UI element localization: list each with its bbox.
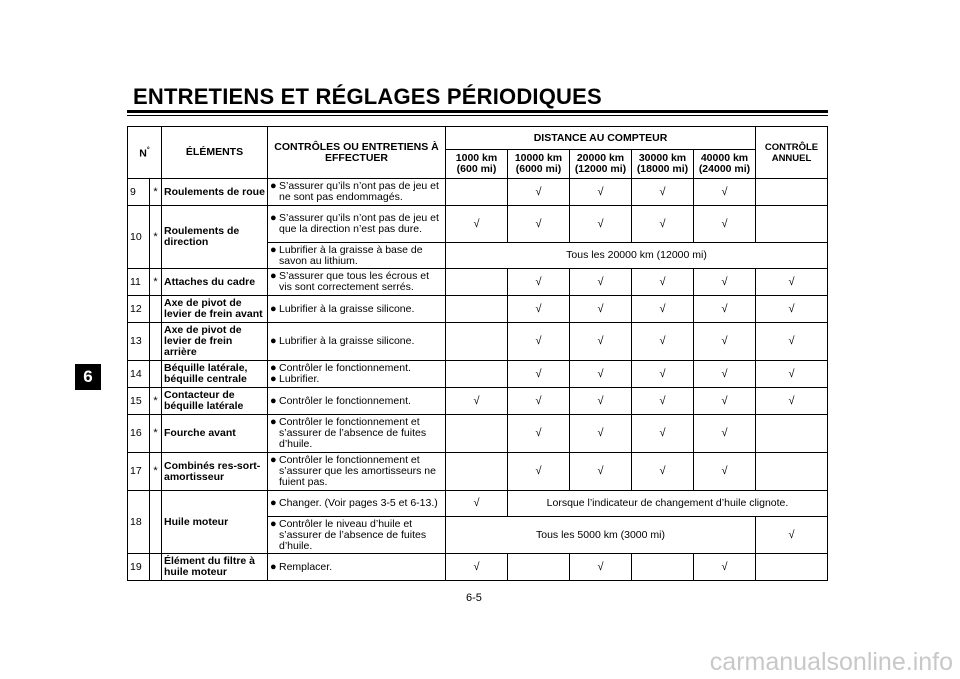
bullet-icon: ● [270, 212, 277, 224]
bullet-icon: ● [270, 180, 277, 192]
check-mark: √ [694, 554, 756, 581]
check-mark: √ [508, 453, 570, 491]
bullet-icon: ● [270, 362, 277, 374]
bullet-icon: ● [270, 560, 277, 573]
title-rule-thin [127, 115, 828, 116]
row-number: 13 [128, 323, 150, 361]
header-operations: CONTRÔLES OU ENTRETIENS À EFFECTUER [268, 127, 446, 179]
check-mark: √ [694, 415, 756, 453]
table-row [128, 554, 828, 581]
check-mark: √ [508, 179, 570, 206]
check-mark: √ [694, 296, 756, 323]
check-mark: √ [756, 388, 828, 415]
row-operation: ● Remplacer. [268, 554, 446, 581]
interval-note: Lorsque l’indicateur de changement d’huile clignote. [508, 491, 828, 517]
row-operation: ● S’assurer qu’ils n’ont pas de jeu et ne sont pas endommagés. [268, 179, 446, 206]
check-mark: √ [570, 415, 632, 453]
check-mark: √ [632, 323, 694, 361]
check-mark: √ [632, 269, 694, 296]
bullet-icon: ● [270, 454, 277, 466]
page-title: ENTRETIENS ET RÉGLAGES PÉRIODIQUES [133, 84, 602, 109]
table-row [128, 206, 828, 243]
table-row [128, 491, 828, 517]
check-mark: √ [694, 323, 756, 361]
check-mark: √ [756, 323, 828, 361]
row-number: 10 [128, 206, 150, 269]
check-mark: √ [570, 388, 632, 415]
table-row [128, 453, 828, 491]
header-row-1 [128, 127, 828, 150]
row-number: 19 [128, 554, 150, 581]
star-mark: * [150, 388, 162, 415]
check-mark: √ [570, 179, 632, 206]
check-mark: √ [508, 388, 570, 415]
check-mark: √ [446, 554, 508, 581]
row-element: Combinés res-sort-amortisseur [162, 453, 268, 491]
check-mark: √ [632, 388, 694, 415]
bullet-icon: ● [270, 270, 277, 282]
row-number: 17 [128, 453, 150, 491]
row-number: 15 [128, 388, 150, 415]
table-row [128, 269, 828, 296]
check-mark: √ [570, 323, 632, 361]
header-d2: 10000 km (6000 mi) [508, 150, 570, 179]
table-row [128, 388, 828, 415]
row-operation: ● Changer. (Voir pages 3-5 et 6-13.) [268, 491, 446, 517]
row-element: Axe de pivot de levier de frein arrière [162, 323, 268, 361]
check-mark: √ [694, 179, 756, 206]
check-mark: √ [694, 206, 756, 243]
check-mark: √ [632, 361, 694, 388]
header-distance: DISTANCE AU COMPTEUR [446, 127, 756, 150]
check-mark: √ [508, 415, 570, 453]
interval-note: Tous les 5000 km (3000 mi) [446, 517, 756, 554]
star-mark: * [150, 453, 162, 491]
maintenance-table [127, 126, 828, 581]
row-number: 11 [128, 269, 150, 296]
check-mark: √ [570, 206, 632, 243]
row-number: 9 [128, 179, 150, 206]
bullet-icon: ● [270, 335, 277, 347]
watermark: carmanualsonline.info [709, 648, 953, 676]
check-mark: √ [694, 361, 756, 388]
row-operation: ● Contrôler le fonctionnement. [268, 388, 446, 415]
check-mark: √ [632, 296, 694, 323]
row-operation: ● Contrôler le fonctionnement et s’assurer de l’absence de fuites d’huile. [268, 415, 446, 453]
row-operation: ● Contrôler le niveau d’huile et s’assurer de l’absence de fuites d’huile. [268, 517, 446, 554]
check-mark: √ [694, 269, 756, 296]
row-element: Attaches du cadre [162, 269, 268, 296]
row-element: Fourche avant [162, 415, 268, 453]
row-number: 16 [128, 415, 150, 453]
bullet-icon: ● [270, 302, 277, 315]
check-mark: √ [446, 206, 508, 243]
row-number: 18 [128, 491, 150, 554]
check-mark: √ [508, 206, 570, 243]
check-mark: √ [756, 517, 828, 554]
check-mark: √ [694, 388, 756, 415]
check-mark: √ [570, 361, 632, 388]
check-mark: √ [570, 296, 632, 323]
check-mark: √ [570, 269, 632, 296]
row-element: Roulements de direction [162, 206, 268, 269]
bullet-icon: ● [270, 517, 277, 530]
check-mark: √ [508, 361, 570, 388]
row-operation: ● Lubrifier à la graisse à base de savon au lithium. [268, 243, 446, 269]
check-mark: √ [756, 269, 828, 296]
row-operation: ● Contrôler le fonctionnement. ● Lubrifier. [268, 361, 446, 388]
table-row [128, 361, 828, 388]
check-mark: √ [632, 206, 694, 243]
row-operation: ● Contrôler le fonctionnement et s’assurer que les amortisseurs ne fuient pas. [268, 453, 446, 491]
star-mark: * [150, 269, 162, 296]
bullet-icon: ● [270, 497, 277, 509]
check-mark: √ [508, 269, 570, 296]
row-element: Roulements de roue [162, 179, 268, 206]
row-element: Contacteur de béquille latérale [162, 388, 268, 415]
table-row [128, 415, 828, 453]
check-mark: √ [570, 453, 632, 491]
check-mark: √ [508, 296, 570, 323]
bullet-icon: ● [270, 373, 277, 385]
check-mark: √ [756, 361, 828, 388]
check-mark: √ [446, 388, 508, 415]
row-element: Béquille latérale, béquille centrale [162, 361, 268, 388]
row-operation: ● Lubrifier à la graisse silicone. [268, 296, 446, 323]
check-mark: √ [632, 453, 694, 491]
header-d4: 30000 km (18000 mi) [632, 150, 694, 179]
check-mark: √ [508, 323, 570, 361]
star-mark: * [150, 179, 162, 206]
bullet-icon: ● [270, 394, 277, 407]
row-number: 14 [128, 361, 150, 388]
table-row [128, 296, 828, 323]
row-element: Huile moteur [162, 491, 268, 554]
page-number: 6-5 [466, 592, 482, 604]
row-element: Axe de pivot de levier de frein avant [162, 296, 268, 323]
header-d5: 40000 km (24000 mi) [694, 150, 756, 179]
star-mark: * [150, 206, 162, 269]
check-mark: √ [446, 491, 508, 517]
row-operation: ● S’assurer qu’ils n’ont pas de jeu et que la direction n’est pas dure. [268, 206, 446, 243]
row-number: 12 [128, 296, 150, 323]
row-element: Élément du filtre à huile moteur [162, 554, 268, 581]
header-n: N° [128, 127, 162, 179]
bullet-icon: ● [270, 416, 277, 428]
interval-note: Tous les 20000 km (12000 mi) [446, 243, 828, 269]
title-rule-thick [127, 110, 828, 113]
row-operation: ● S’assurer que tous les écrous et vis sont correctement serrés. [268, 269, 446, 296]
check-mark: √ [570, 554, 632, 581]
table-row [128, 179, 828, 206]
header-d3: 20000 km (12000 mi) [570, 150, 632, 179]
header-annual: CONTRÔLE ANNUEL [756, 127, 828, 179]
chapter-tab: 6 [75, 364, 101, 390]
check-mark: √ [694, 453, 756, 491]
check-mark: √ [632, 179, 694, 206]
table-row [128, 323, 828, 361]
check-mark: √ [756, 296, 828, 323]
header-elements: ÉLÉMENTS [162, 127, 268, 179]
check-mark: √ [632, 415, 694, 453]
header-d1: 1000 km (600 mi) [446, 150, 508, 179]
bullet-icon: ● [270, 243, 277, 256]
star-mark: * [150, 415, 162, 453]
row-operation: ● Lubrifier à la graisse silicone. [268, 323, 446, 361]
